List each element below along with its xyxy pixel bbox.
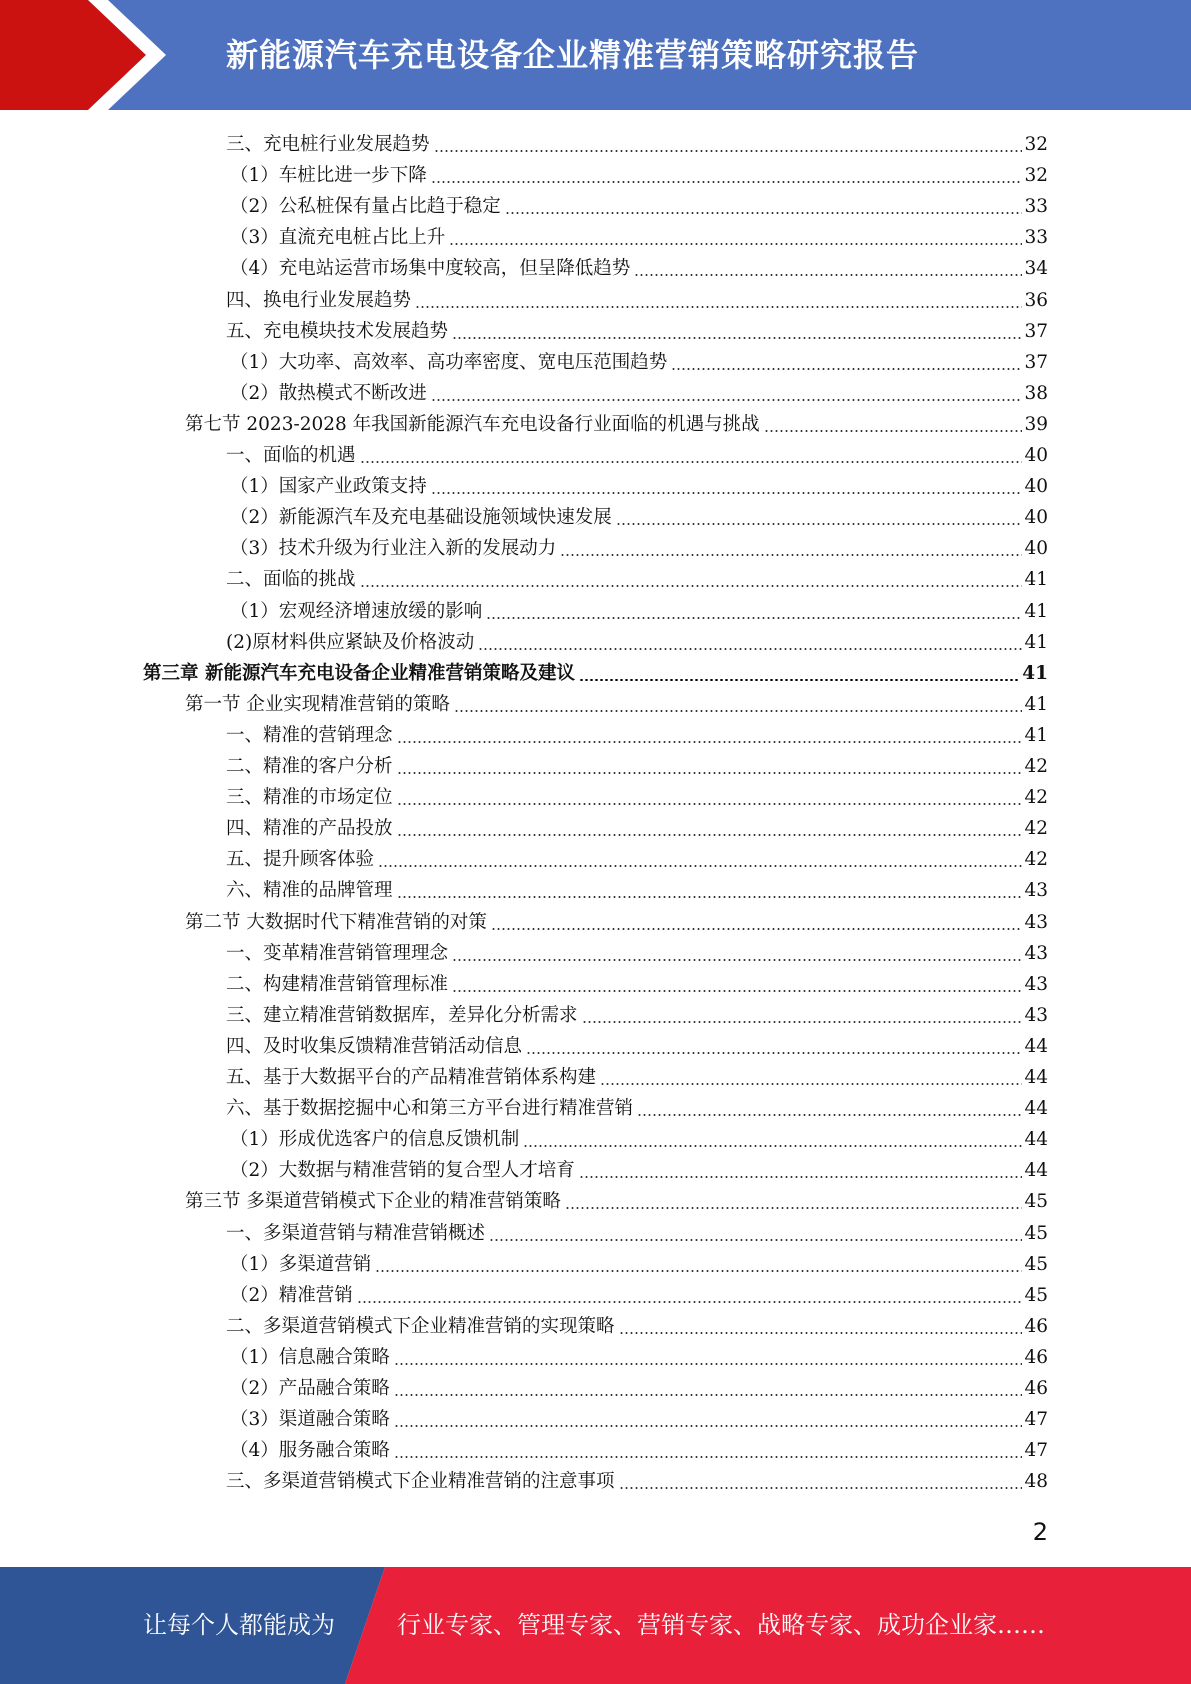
toc-entry-label: （1）形成优选客户的信息反馈机制 xyxy=(230,1129,520,1151)
toc-dot-leader xyxy=(452,972,1022,998)
toc-dot-leader xyxy=(360,567,1023,593)
toc-entry-page: 41 xyxy=(1022,662,1048,684)
toc-entry[interactable] xyxy=(230,1122,1048,1153)
toc-entry-page: 46 xyxy=(1024,1315,1048,1337)
toc-entry-label: 二、构建精准营销管理标准 xyxy=(226,973,449,995)
toc-entry-label: （3）渠道融合策略 xyxy=(230,1409,390,1431)
toc-entry[interactable] xyxy=(226,780,1048,811)
toc-entry[interactable] xyxy=(226,842,1048,873)
toc-dot-leader xyxy=(634,256,1022,282)
toc-entry[interactable] xyxy=(230,531,1048,562)
toc-dot-leader xyxy=(491,910,1023,936)
toc-entry-page: 36 xyxy=(1024,289,1048,311)
toc-entry-page: 44 xyxy=(1024,1160,1048,1182)
toc-dot-leader xyxy=(394,1407,1023,1433)
toc-entry-page: 46 xyxy=(1024,1346,1048,1368)
toc-dot-leader xyxy=(565,1189,1023,1215)
report-title: 新能源汽车充电设备企业精准营销策略研究报告 xyxy=(226,36,920,74)
toc-entry-page: 42 xyxy=(1024,849,1048,871)
toc-dot-leader xyxy=(489,1221,1022,1247)
page-header xyxy=(0,0,1191,110)
toc-entry[interactable] xyxy=(230,1278,1048,1309)
toc-entry-page: 47 xyxy=(1024,1440,1048,1462)
toc-dot-leader xyxy=(764,412,1023,438)
toc-entry-label: （2）散热模式不断改进 xyxy=(230,382,427,404)
toc-entry-label: （1）多渠道营销 xyxy=(230,1253,372,1275)
toc-entry-label: 四、换电行业发展趋势 xyxy=(226,289,412,311)
toc-entry-label: 第三节 多渠道营销模式下企业的精准营销策略 xyxy=(185,1191,561,1213)
toc-dot-leader xyxy=(397,816,1023,842)
toc-entry-page: 45 xyxy=(1024,1222,1048,1244)
toc-dot-leader xyxy=(523,1127,1022,1153)
toc-entry[interactable] xyxy=(230,1402,1048,1433)
toc-dot-leader xyxy=(394,1345,1023,1371)
toc-dot-leader xyxy=(671,350,1022,376)
toc-entry[interactable] xyxy=(226,1060,1048,1091)
toc-dot-leader xyxy=(505,194,1023,220)
toc-entry[interactable] xyxy=(226,718,1048,749)
toc-entry[interactable] xyxy=(185,905,1048,936)
toc-entry[interactable] xyxy=(230,1153,1048,1184)
toc-entry-label: （3）技术升级为行业注入新的发展动力 xyxy=(230,538,557,560)
toc-entry[interactable] xyxy=(226,1464,1048,1495)
toc-dot-leader xyxy=(394,1438,1023,1464)
toc-dot-leader xyxy=(360,443,1023,469)
toc-entry-label: 一、面临的机遇 xyxy=(226,445,356,466)
toc-dot-leader xyxy=(394,1376,1023,1402)
toc-entry[interactable] xyxy=(226,314,1048,345)
toc-entry-page: 45 xyxy=(1024,1284,1048,1306)
toc-entry[interactable] xyxy=(226,1091,1048,1122)
toc-entry[interactable] xyxy=(226,967,1048,998)
toc-entry[interactable] xyxy=(226,1309,1048,1340)
toc-entry[interactable] xyxy=(226,562,1048,593)
toc-entry-page: 46 xyxy=(1024,1378,1048,1399)
toc-entry-label: 五、提升顾客体验 xyxy=(226,849,375,871)
toc-entry-label: （1）国家产业政策支持 xyxy=(230,476,427,498)
toc-entry-label: 第七节 2023-2028 年我国新能源汽车充电设备行业面临的机遇与挑战 xyxy=(185,413,760,435)
toc-entry[interactable] xyxy=(226,936,1048,967)
page-footer xyxy=(0,1567,1191,1684)
toc-entry-label: 六、基于数据挖掘中心和第三方平台进行精准营销 xyxy=(226,1098,634,1120)
toc-entry-page: 39 xyxy=(1024,413,1048,435)
toc-entry-label: 六、精准的品牌管理 xyxy=(226,880,393,902)
toc-entry-label: （1）车桩比进一步下降 xyxy=(230,165,427,187)
toc-entry[interactable] xyxy=(230,251,1048,282)
footer-slogan-right: 行业专家、管理专家、营销专家、战略专家、成功企业家…… xyxy=(397,1611,1045,1639)
toc-entry[interactable] xyxy=(185,407,1048,438)
toc-entry[interactable] xyxy=(230,500,1048,531)
toc-entry[interactable] xyxy=(230,189,1048,220)
toc-entry-page: 40 xyxy=(1024,507,1048,529)
toc-entry-label: （2）公私桩保有量占比趋于稳定 xyxy=(230,196,501,218)
toc-entry-page: 42 xyxy=(1024,818,1048,840)
toc-entry-page: 32 xyxy=(1024,165,1048,187)
toc-entry-label: 一、变革精准营销管理理念 xyxy=(226,942,449,964)
toc-dot-leader xyxy=(579,661,1020,687)
toc-entry-page: 40 xyxy=(1024,476,1048,498)
toc-entry-page: 43 xyxy=(1024,1004,1048,1026)
toc-dot-leader xyxy=(375,1252,1022,1278)
toc-entry-page: 45 xyxy=(1024,1253,1048,1275)
toc-dot-leader xyxy=(600,1065,1022,1091)
toc-entry-page: 48 xyxy=(1024,1471,1048,1493)
toc-dot-leader xyxy=(415,288,1022,314)
toc-entry[interactable] xyxy=(226,438,1048,469)
toc-entry-label: 五、基于大数据平台的产品精准营销体系构建 xyxy=(226,1067,597,1088)
toc-entry[interactable] xyxy=(230,158,1048,189)
toc-entry-page: 32 xyxy=(1024,134,1048,155)
toc-entry-label: 五、充电模块技术发展趋势 xyxy=(226,320,449,342)
toc-entry[interactable] xyxy=(226,127,1048,158)
toc-entry[interactable] xyxy=(230,594,1048,625)
toc-entry-label: （4）充电站运营市场集中度较高，但呈降低趋势 xyxy=(230,258,631,280)
toc-entry-page: 43 xyxy=(1024,911,1048,933)
toc-dot-leader xyxy=(637,1096,1022,1122)
toc-dot-leader xyxy=(619,1469,1023,1495)
toc-entry-page: 44 xyxy=(1024,1129,1048,1151)
toc-entry[interactable] xyxy=(226,873,1048,904)
toc-entry[interactable] xyxy=(230,1247,1048,1278)
toc-entry-page: 37 xyxy=(1024,351,1048,373)
toc-entry-label: 三、充电桩行业发展趋势 xyxy=(226,134,430,155)
toc-entry-page: 41 xyxy=(1024,724,1048,746)
toc-entry-page: 43 xyxy=(1024,880,1048,902)
toc-entry-page: 37 xyxy=(1024,320,1048,342)
toc-entry[interactable] xyxy=(230,1433,1048,1464)
toc-entry[interactable] xyxy=(230,220,1048,251)
toc-entry[interactable] xyxy=(185,687,1048,718)
toc-entry-label: 一、精准的营销理念 xyxy=(226,724,393,746)
toc-entry-label: 第二节 大数据时代下精准营销的对策 xyxy=(185,911,487,933)
toc-entry[interactable] xyxy=(230,469,1048,500)
toc-entry-label: （2）大数据与精准营销的复合型人才培育 xyxy=(230,1160,575,1182)
toc-entry-page: 40 xyxy=(1024,445,1048,466)
toc-dot-leader xyxy=(616,505,1023,531)
toc-dot-leader xyxy=(434,132,1023,158)
toc-entry-label: (2)原材料供应紧缺及价格波动 xyxy=(226,631,475,653)
toc-entry-page: 45 xyxy=(1024,1191,1048,1213)
toc-entry-label: 三、精准的市场定位 xyxy=(226,787,393,809)
toc-entry[interactable] xyxy=(226,1216,1048,1247)
toc-entry[interactable] xyxy=(230,1371,1048,1402)
toc-dot-leader xyxy=(397,878,1023,904)
toc-dot-leader xyxy=(526,1034,1022,1060)
toc-entry-page: 44 xyxy=(1024,1067,1048,1088)
toc-entry-page: 41 xyxy=(1024,631,1048,653)
toc-dot-leader xyxy=(560,536,1022,562)
toc-dot-leader xyxy=(486,599,1022,625)
toc-entry-page: 44 xyxy=(1024,1098,1048,1120)
footer-slogan-left: 让每个人都能成为 xyxy=(143,1611,335,1639)
toc-entry-label: 四、精准的产品投放 xyxy=(226,818,393,840)
toc-entry-label: （2）新能源汽车及充电基础设施领域快速发展 xyxy=(230,507,612,529)
toc-dot-leader xyxy=(357,1283,1023,1309)
toc-entry-page: 42 xyxy=(1024,756,1048,777)
toc-dot-leader xyxy=(579,1158,1023,1184)
toc-entry-page: 44 xyxy=(1024,1035,1048,1057)
toc-entry[interactable] xyxy=(226,283,1048,314)
toc-entry-label: （3）直流充电桩占比上升 xyxy=(230,227,446,249)
toc-entry-page: 41 xyxy=(1024,600,1048,622)
toc-dot-leader xyxy=(454,692,1023,718)
toc-entry-page: 41 xyxy=(1024,693,1048,715)
toc-entry[interactable] xyxy=(230,376,1048,407)
toc-entry-label: 二、面临的挑战 xyxy=(226,569,356,591)
toc-entry[interactable] xyxy=(230,345,1048,376)
toc-entry[interactable] xyxy=(230,1340,1048,1371)
toc-entry-page: 42 xyxy=(1024,787,1048,809)
toc-dot-leader xyxy=(449,225,1022,251)
toc-entry-label: （4）服务融合策略 xyxy=(230,1440,390,1462)
toc-entry-label: 二、多渠道营销模式下企业精准营销的实现策略 xyxy=(226,1315,615,1337)
toc-entry-label: 第三章 新能源汽车充电设备企业精准营销策略及建议 xyxy=(143,662,575,684)
toc-entry-label: （1）宏观经济增速放缓的影响 xyxy=(230,600,483,622)
page-number: 2 xyxy=(1032,1518,1048,1546)
toc-dot-leader xyxy=(582,1003,1023,1029)
toc-entry[interactable] xyxy=(226,811,1048,842)
toc-entry-page: 33 xyxy=(1024,227,1048,249)
toc-entry-label: 一、多渠道营销与精准营销概述 xyxy=(226,1222,486,1244)
toc-entry[interactable] xyxy=(226,625,1048,656)
toc-entry-label: 三、建立精准营销数据库，差异化分析需求 xyxy=(226,1004,578,1026)
toc-entry-label: 二、精准的客户分析 xyxy=(226,756,393,777)
toc-dot-leader xyxy=(378,847,1022,873)
toc-dot-leader xyxy=(478,630,1022,656)
toc-dot-leader xyxy=(431,163,1023,189)
toc-dot-leader xyxy=(397,785,1023,811)
toc-entry-page: 34 xyxy=(1024,258,1048,280)
toc-dot-leader xyxy=(452,941,1022,967)
toc-entry-page: 33 xyxy=(1024,196,1048,218)
toc-entry-page: 41 xyxy=(1024,569,1048,591)
toc-entry[interactable] xyxy=(185,1184,1048,1215)
toc-dot-leader xyxy=(619,1314,1023,1340)
toc-entry-page: 43 xyxy=(1024,942,1048,964)
toc-entry[interactable] xyxy=(226,749,1048,780)
toc-dot-leader xyxy=(397,754,1023,780)
toc-entry-page: 40 xyxy=(1024,538,1048,560)
toc-entry-label: （2）精准营销 xyxy=(230,1284,353,1306)
toc-entry-page: 43 xyxy=(1024,973,1048,995)
toc-entry-page: 47 xyxy=(1024,1409,1048,1431)
toc-dot-leader xyxy=(431,381,1023,407)
toc-entry[interactable] xyxy=(226,1029,1048,1060)
toc-dot-leader xyxy=(431,474,1023,500)
toc-entry[interactable] xyxy=(143,656,1048,687)
toc-entry-label: 四、及时收集反馈精准营销活动信息 xyxy=(226,1035,523,1057)
toc-entry-label: 第一节 企业实现精准营销的策略 xyxy=(185,693,450,715)
toc-dot-leader xyxy=(397,723,1023,749)
toc-entry-label: （1）信息融合策略 xyxy=(230,1346,390,1368)
toc-dot-leader xyxy=(452,319,1022,345)
toc-entry-label: （1）大功率、高效率、高功率密度、宽电压范围趋势 xyxy=(230,351,668,373)
toc-entry[interactable] xyxy=(226,998,1048,1029)
toc-entry-label: 三、多渠道营销模式下企业精准营销的注意事项 xyxy=(226,1471,615,1493)
toc-entry-page: 38 xyxy=(1024,382,1048,404)
toc-entry-label: （2）产品融合策略 xyxy=(230,1378,390,1399)
